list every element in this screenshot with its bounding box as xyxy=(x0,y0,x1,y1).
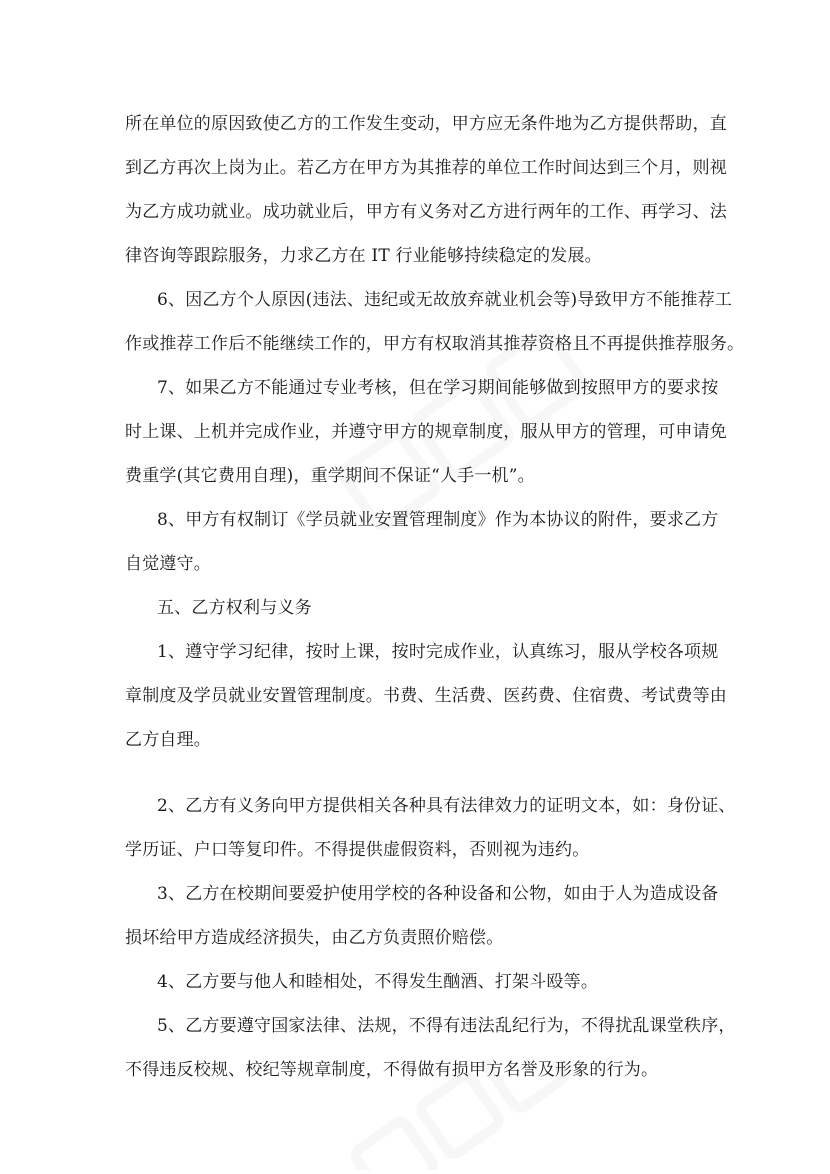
clause-7-line: 费重学(其它费用自理)，重学期间不保证“人手一机”。 xyxy=(125,466,535,486)
clause-8-line: 8、甲方有权制订《学员就业安置管理制度》作为本协议的附件，要求乙方 xyxy=(157,510,719,530)
clause-4-line: 4、乙方要与他人和睦相处，不得发生酗酒、打架斗殴等。 xyxy=(157,972,599,992)
clause-8-line: 自觉遵守。 xyxy=(125,554,211,574)
clause-5-line: 不得违反校规、校纪等规章制度，不得做有损甲方名誉及形象的行为。 xyxy=(125,1060,659,1080)
clause-1-line: 乙方自理。 xyxy=(125,730,211,750)
clause-2-line: 2、乙方有义务向甲方提供相关各种具有法律效力的证明文本，如：身份证、 xyxy=(157,796,736,816)
clause-7-line: 时上课、上机并完成作业，并遵守甲方的规章制度，服从甲方的管理，可申请免 xyxy=(125,422,727,442)
section-heading: 五、乙方权利与义务 xyxy=(157,598,312,618)
clause-5-line: 5、乙方要遵守国家法律、法规，不得有违法乱纪行为，不得扰乱课堂秩序， xyxy=(157,1016,736,1036)
clause-7-line: 7、如果乙方不能通过专业考核，但在学习期间能够做到按照甲方的要求按 xyxy=(157,378,719,398)
clause-3-line: 3、乙方在校期间要爱护使用学校的各种设备和公物，如由于人为造成设备 xyxy=(157,884,719,904)
clause-1-line: 1、遵守学习纪律，按时上课，按时完成作业，认真练习，服从学校各项规 xyxy=(157,642,719,662)
paragraph-line: 为乙方成功就业。成功就业后，甲方有义务对乙方进行两年的工作、再学习、法 xyxy=(125,202,727,222)
clause-1-line: 章制度及学员就业安置管理制度。书费、生活费、医药费、住宿费、考试费等由 xyxy=(125,686,727,706)
clause-6-line: 作或推荐工作后不能继续工作的，甲方有权取消其推荐资格且不再提供推荐服务。 xyxy=(125,334,745,354)
paragraph-line: 律咨询等跟踪服务，力求乙方在 IT 行业能够持续稳定的发展。 xyxy=(125,246,602,266)
clause-3-line: 损坏给甲方造成经济损失，由乙方负责照价赔偿。 xyxy=(125,928,504,948)
paragraph-line: 到乙方再次上岗为止。若乙方在甲方为其推荐的单位工作时间达到三个月，则视 xyxy=(125,158,727,178)
clause-2-line: 学历证、户口等复印件。不得提供虚假资料，否则视为违约。 xyxy=(125,840,590,860)
clause-6-line: 6、因乙方个人原因(违法、违纪或无故放弃就业机会等)导致甲方不能推荐工 xyxy=(157,290,733,310)
paragraph-line: 所在单位的原因致使乙方的工作发生变动，甲方应无条件地为乙方提供帮助，直 xyxy=(125,114,727,134)
